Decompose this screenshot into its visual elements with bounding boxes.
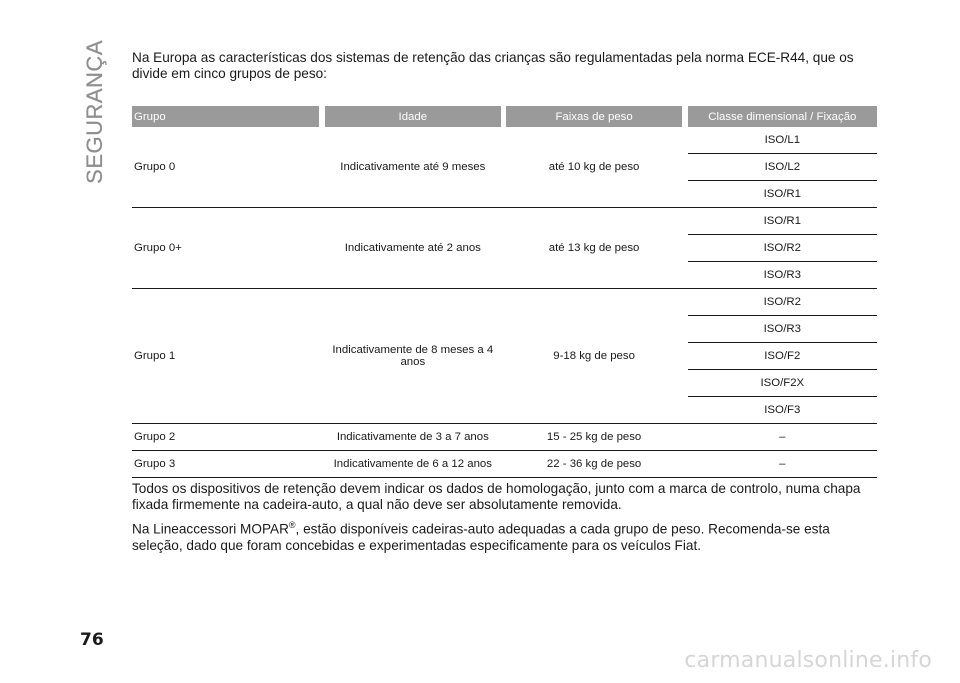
age-cell: Indicativamente até 2 anos — [325, 208, 500, 289]
weight-cell: 22 - 36 kg de peso — [506, 451, 681, 478]
group-cell: Grupo 1 — [132, 289, 319, 424]
group-cell: Grupo 3 — [132, 451, 319, 478]
group-cell: Grupo 2 — [132, 424, 319, 451]
weight-cell: até 13 kg de peso — [506, 208, 681, 289]
table-row — [132, 208, 877, 235]
child-restraint-table — [132, 106, 877, 478]
age-cell: Indicativamente de 8 meses a 4 anos — [325, 289, 500, 424]
table-row — [132, 424, 877, 451]
age-cell: Indicativamente até 9 meses — [325, 127, 500, 208]
class-cell: ISO/L1 — [688, 127, 877, 154]
watermark: carmanualsonline.info — [684, 648, 932, 673]
header-group: Grupo — [132, 106, 319, 127]
weight-cell: 15 - 25 kg de peso — [506, 424, 681, 451]
weight-cell: 9-18 kg de peso — [506, 289, 681, 424]
table-row — [132, 451, 877, 478]
mopar-paragraph — [132, 517, 882, 554]
registered-mark: ® — [288, 520, 296, 530]
header-weight: Faixas de peso — [506, 106, 681, 127]
page-number: 76 — [80, 630, 104, 650]
age-cell: Indicativamente de 3 a 7 anos — [325, 424, 500, 451]
table-row — [132, 289, 877, 316]
group-cell: Grupo 0 — [132, 127, 319, 208]
class-cell: ISO/R2 — [688, 289, 877, 316]
header-class: Classe dimensional / Fixação — [688, 106, 877, 127]
section-title — [78, 40, 108, 190]
footer-text — [132, 481, 882, 558]
class-cell: ISO/F3 — [688, 397, 877, 424]
class-cell: ISO/R1 — [688, 208, 877, 235]
age-cell: Indicativamente de 6 a 12 anos — [325, 451, 500, 478]
table-header-row — [132, 106, 877, 127]
class-cell: ISO/R1 — [688, 181, 877, 208]
table-row — [132, 127, 877, 154]
class-cell: ISO/R2 — [688, 235, 877, 262]
weight-cell: até 10 kg de peso — [506, 127, 681, 208]
mopar-prefix: Na Lineaccessori MOPAR — [132, 521, 289, 537]
class-cell: ISO/L2 — [688, 154, 877, 181]
header-age: Idade — [325, 106, 500, 127]
homologation-paragraph: Todos os dispositivos de retenção devem indicar os dados de homologação, junto com a marca de controlo, numa chapa fixada firmemente na cadeira-auto, a qual não deve ser absolutamente removida. — [132, 481, 861, 512]
table-body — [132, 127, 877, 478]
intro-paragraph: Na Europa as características dos sistemas de retenção das crianças são regulamentadas pela norma ECE-R44, que os divide em cinco grupos de peso: — [132, 50, 854, 81]
class-cell: – — [688, 451, 877, 478]
section-title-text: SEGURANÇA — [82, 40, 107, 184]
group-cell: Grupo 0+ — [132, 208, 319, 289]
class-cell: – — [688, 424, 877, 451]
class-cell: ISO/F2X — [688, 370, 877, 397]
class-cell: ISO/R3 — [688, 262, 877, 289]
mopar-rest: , estão disponíveis cadeiras-auto adequadas a cada grupo de peso. Recomenda-se esta seleção, dado que foram concebidas e experimentadas especificamente para os veículos Fiat. — [132, 521, 830, 553]
class-cell: ISO/F2 — [688, 343, 877, 370]
class-cell: ISO/R3 — [688, 316, 877, 343]
